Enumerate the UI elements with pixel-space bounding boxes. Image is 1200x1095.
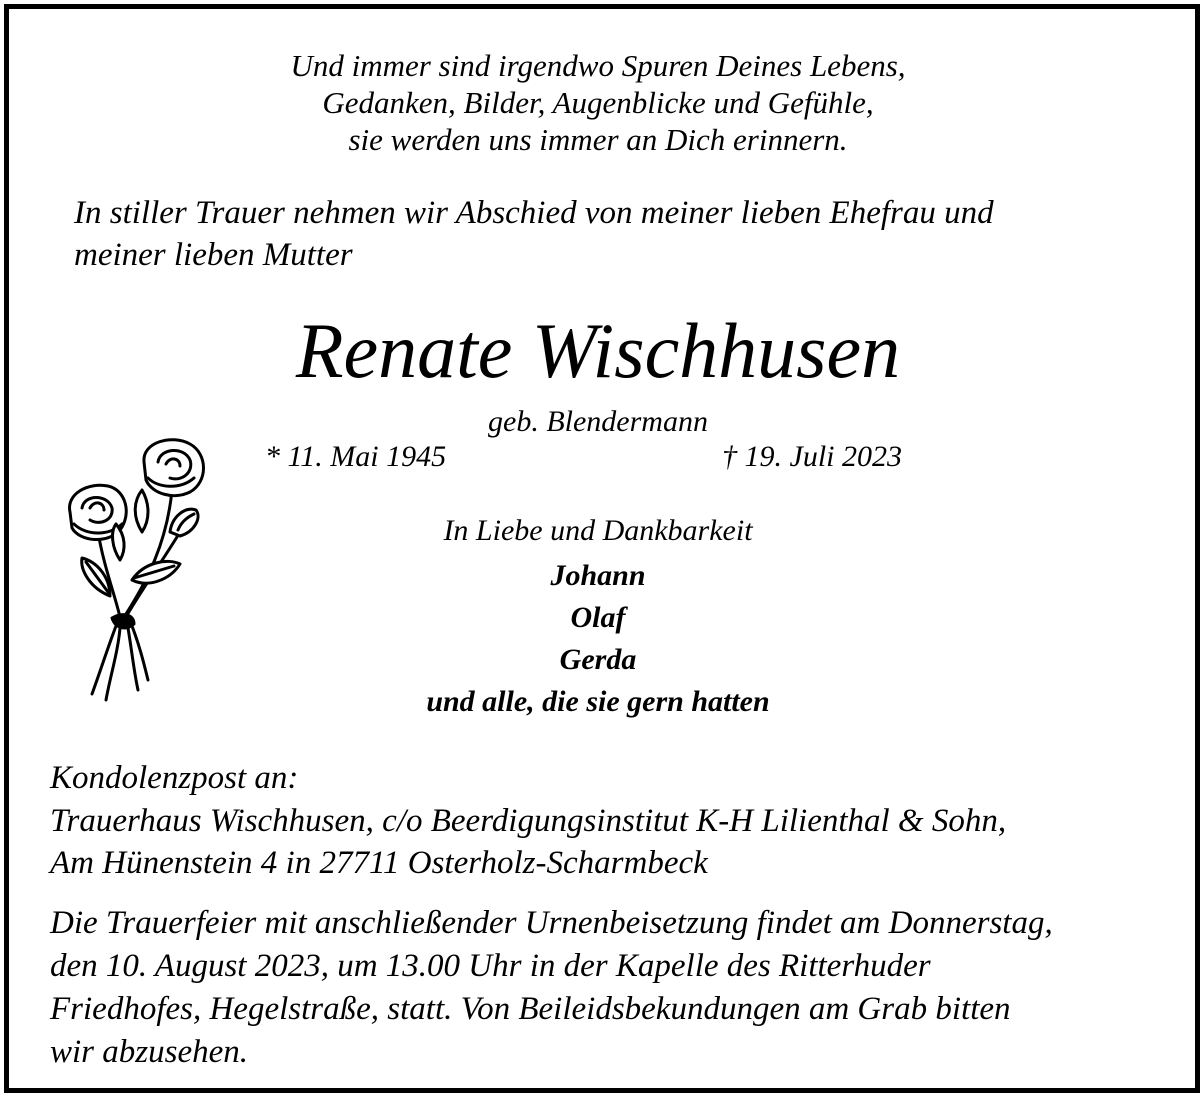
mourner-name: Johann xyxy=(550,559,646,592)
ceremony-line: den 10. August 2023, um 13.00 Uhr in der Kapelle des Ritterhuder xyxy=(50,948,931,984)
motto-line-3: sie werden uns immer an Dich erinnern. xyxy=(348,122,848,157)
mourner-name: Gerda xyxy=(559,643,637,676)
maiden-name: geb. Blendermann xyxy=(488,405,708,438)
intro-line-2: meiner lieben Mutter xyxy=(74,237,353,273)
ceremony-line: Friedhofes, Hegelstraße, statt. Von Beileidsbekundungen am Grab bitten xyxy=(50,991,1011,1027)
mourner-others: und alle, die sie gern hatten xyxy=(426,685,770,718)
condolence-label: Kondolenzpost an: xyxy=(50,760,299,796)
condolence-address-line: Trauerhaus Wischhusen, c/o Beerdigungsinstitut K-H Lilienthal & Sohn, xyxy=(50,803,1007,839)
motto-line-2: Gedanken, Bilder, Augenblicke und Gefühle, xyxy=(322,85,874,120)
ceremony-line: Die Trauerfeier mit anschließender Urnenbeisetzung findet am Donnerstag, xyxy=(50,905,1053,941)
mourner-name: Olaf xyxy=(570,601,626,634)
condolence-address-line: Am Hünenstein 4 in 27711 Osterholz-Scharmbeck xyxy=(50,845,708,881)
death-date: † 19. Juli 2023 xyxy=(722,440,902,473)
ceremony-line: wir abzusehen. xyxy=(50,1034,248,1070)
motto-line-1: Und immer sind irgendwo Spuren Deines Lebens, xyxy=(290,48,906,83)
birth-date: * 11. Mai 1945 xyxy=(265,440,447,473)
intro-line-1: In stiller Trauer nehmen wir Abschied von meiner lieben Ehefrau und xyxy=(74,195,994,231)
mourners-heading: In Liebe und Dankbarkeit xyxy=(443,514,753,547)
deceased-name: Renate Wischhusen xyxy=(295,307,901,394)
